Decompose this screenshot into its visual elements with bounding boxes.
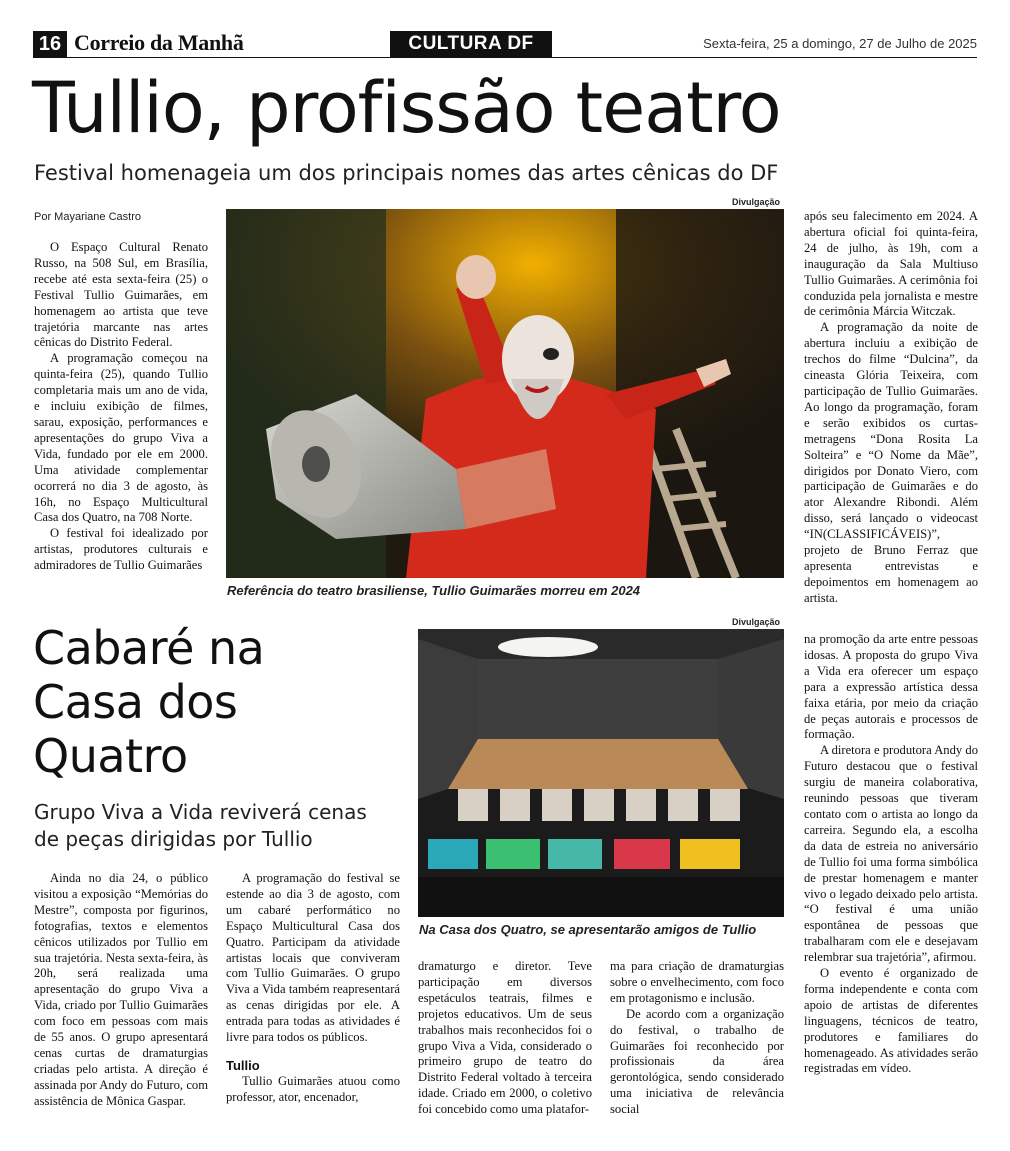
headline-line: Casa dos [33,675,238,729]
byline: Por Mayariane Castro [34,211,141,223]
paragraph: ma para criação de dramaturgias sobre o envelhecimento, com foco em protagonismo e inclusão. [610,959,784,1005]
article1-column-1 [34,240,208,574]
article2-column-5 [804,632,978,1077]
paragraph: O festival foi idealizado por artistas, produtores culturais e admiradores de Tullio Guimarães [34,526,208,573]
paragraph: O Espaço Cultural Renato Russo, na 508 Sul, em Brasília, recebe até esta sexta-feira (25) o Festival Tullio Guimarães, em homenagem ao artista que teve trajetória marcante nas artes cênicas do Distrito Federal. [34,240,208,350]
paragraph: De acordo com a organização do festival, o trabalho de Guimarães foi reconhecido por profissionais da área gerontológica, sendo considerado uma iniciativa de relevância social [610,1006,784,1117]
headline: Tullio, profissão teatro [32,67,781,149]
header-rule [33,57,977,58]
photo-illustration [226,209,784,578]
section-headline [33,621,264,783]
section-badge: CULTURA DF [390,31,552,57]
subheadline-line: Grupo Viva a Vida reviverá cenas [34,800,367,824]
photo-caption: Referência do teatro brasiliense, Tullio Guimarães morreu em 2024 [227,583,641,598]
photo-credit: Divulgação [732,197,781,207]
paragraph: após seu falecimento em 2024. A abertura oficial foi quinta-feira, 24 de julho, às 19h, com a inauguração da Sala Multiuso Tullio Guimarães. A cerimônia foi conduzida pela jornalista e mestre de cerimônia Márcia Witczak. [804,209,978,319]
article2-column-1 [34,871,208,1110]
paragraph: na promoção da arte entre pessoas idosas. A proposta do grupo Viva a Vida era oferecer um espaço para a expressão artística dessa faixa etária, por meio da criação de peças autorais e processos de formação. [804,632,978,742]
paragraph: A diretora e produtora Andy do Futuro destacou que o festival surgiu de maneira colaborativa, reunindo pessoas que tiveram contato com o artista ao longo da carreira. Segundo ela, a escolha da data de estreia no aniversário de Tullio foi uma forma simbólica de prestar homenagem e manter vivo o legado deixado pelo artista. “O festival é uma união espontânea de pessoas que trabalharam com ele e desejavam relembrar sua trajetória”, afirmou. [804,743,978,965]
photo-caption: Na Casa dos Quatro, se apresentarão amigos de Tullio [419,922,757,937]
paragraph: A programação do festival se estende ao dia 3 de agosto, com um cabaré performático no Espaço Multicultural Casa dos Quatro. Participam da atividade artistas locais que conviveram com Tullio Guimarães. O grupo Viva a Vida também reapresentará as cenas dirigidas por ele. A entrada para todas as atividades é livre para todos os públicos. [226,871,400,1045]
paragraph: Tullio Guimarães atuou como professor, ator, encenador, [226,1073,400,1104]
subheading: Tullio [226,1057,260,1073]
paragraph: A programação começou na quinta-feira (25), quando Tullio completaria mais um ano de vida, e incluiu exibição de filmes, sarau, exposição, performances e apresentações do grupo Viva a Vida, fundado por ele em 2000. Uma atividade complementar ocorrerá no dia 3 de agosto, às 16h, no Espaço Multicultural Casa dos Quatro, na 708 Norte. [34,351,208,525]
photo-illustration [418,629,784,917]
photo-casa-dos-quatro-stage [418,629,784,917]
headline-line: Quatro [33,729,188,783]
photo-credit: Divulgação [732,617,781,627]
photo-tullio-performance [226,209,784,578]
article1-column-3 [804,209,978,607]
page-number: 16 [33,31,67,57]
article2-column-2 [226,871,400,1106]
issue-date: Sexta-feira, 25 a domingo, 27 de Julho de 2025 [703,36,977,51]
masthead: Correio da Manhã [74,30,244,55]
article2-column-3 [418,959,592,1118]
section-subheadline [34,799,367,853]
paragraph: Ainda no dia 24, o público visitou a exposição “Memórias do Mestre”, composta por figurinos, fotografias, textos e elementos cênicos utilizados por Tullio em sua trajetória. Nesta sexta-feira, às 20h, será realizada uma apresentação do grupo Viva a Vida, criado por Tullio Guimarães com foco em pessoas com mais de 55 anos. O grupo apresentará cenas curtas de dramaturgias criadas pelo artista. A direção é assinada por Andy do Futuro, com assistência de Mônica Gaspar. [34,871,208,1108]
article2-column-4 [610,959,784,1118]
paragraph: A programação da noite de abertura incluiu a exibição de trechos do filme “Dulcina”, da cineasta Glória Teixeira, com participação de Tullio Guimarães. Ao longo da programação, foram e serão exibidos os curtas-metragens “Dona Rosita La Solteira” e “O Nome da Mãe”, dirigidos por Donato Viero, com participação de Guimarães e do ator Alexandre Ribondi. Além disso, será lançado o videocast “IN(CLASSIFICÁVEIS)”, projeto de Bruno Ferraz que apresenta entrevistas e depoimentos em homenagem ao artista. [804,320,978,605]
subheadline: Festival homenageia um dos principais nomes das artes cênicas do DF [34,161,779,185]
paragraph: O evento é organizado de forma independente e conta com apoio de artistas de diferentes linguagens, técnicos de teatro, produtores e familiares do homenageado. As atividades serão registradas em vídeo. [804,966,978,1076]
paragraph: dramaturgo e diretor. Teve participação em diversos espetáculos teatrais, filmes e projetos educativos. Um de seus trabalhos mais reconhecidos foi o grupo Viva a Vida, considerado o primeiro grupo de teatro do Distrito Federal voltado à terceira idade. Criado em 2000, o coletivo foi concebido como uma platafor- [418,959,592,1117]
headline-line: Cabaré na [33,621,265,675]
subheadline-line: de peças dirigidas por Tullio [34,827,313,851]
